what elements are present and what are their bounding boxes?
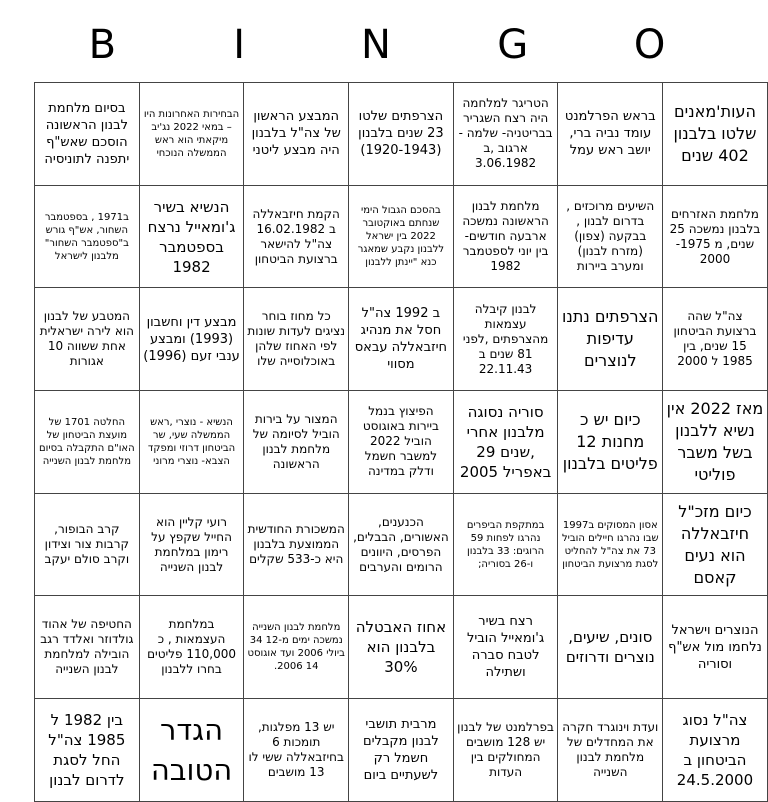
bingo-cell[interactable]: סוריה נסוגה מלבנון אחרי ,שנים 29 באפריל 2005 <box>453 391 558 494</box>
bingo-row <box>35 596 768 699</box>
header-letter-b: B <box>88 22 117 68</box>
header-letter-o: O <box>633 22 666 68</box>
bingo-cell[interactable]: אחוז האבטלה בלבנון הוא 30% <box>349 596 454 699</box>
bingo-cell[interactable]: החטיפה של אהוד גולדוזר ואלדד רגב הובילה למלחמת לבנון השנייה <box>35 596 140 699</box>
bingo-cell[interactable]: בפרלמנט של לבנון יש 128 מושבים המחולקים בין העדות <box>453 699 558 802</box>
bingo-row <box>35 391 768 494</box>
header-letter-n: N <box>361 22 391 68</box>
bingo-row <box>35 493 768 596</box>
bingo-cell[interactable]: כיום יש כ מחנות 12 פליטים בלבנון <box>558 391 663 494</box>
bingo-cell[interactable]: רועי קליין הוא החייל שקפץ על רימון במלחמת לבנון השנייה <box>139 493 244 596</box>
bingo-cell[interactable]: הטריגר למלחמה היה רצח השגריר בבריטניה- שלמה - ארגוב ,ב 3.06.1982 <box>453 83 558 186</box>
bingo-cell[interactable]: הנשיא - נוצרי ,ראש הממשלה שעי, שר הביטחון דרוזי ומפקד הצבא- נוצרי מרוני <box>139 391 244 494</box>
bingo-cell[interactable]: מבצע דין וחשבון (1993) ומבצע ענבי זעם (1996) <box>139 288 244 391</box>
bingo-cell[interactable]: מלחמת לבנון הראשונה נמשכה ארבעה חודשים- בין יוני לספטמבר 1982 <box>453 185 558 288</box>
bingo-cell[interactable]: במתקפת הביפרים נהרגו לפחות 59 הרוגים: 33 בלבנון ו-26 בסוריה; <box>453 493 558 596</box>
bingo-cell[interactable]: אסון המסוקים ב1997 שבו נהרגו חיילים הוביל 73 את צה"ל להחליט לסגת מרצועת הביטחון <box>558 493 663 596</box>
bingo-cell[interactable]: המבצע הראשון של צה"ל בלבנון היה מבצע ליטני <box>244 83 349 186</box>
bingo-cell[interactable]: החלטה 1701 של מועצת הביטחון של האו"ם התקבלה בסיום מלחמת לבנון השנייה <box>35 391 140 494</box>
bingo-cell[interactable]: במלחמת העצמאות , כ 110,000 פליטים בחרו ללבנון <box>139 596 244 699</box>
bingo-cell[interactable]: המטבע של לבנון הוא לירה ישראלית אחת ששווה 10 אגורות <box>35 288 140 391</box>
bingo-cell[interactable]: המצור על בירות הוביל לסיומה של מלחמת לבנון הראשונה <box>244 391 349 494</box>
bingo-row <box>35 699 768 802</box>
bingo-cell[interactable]: בסיום מלחמת לבנון הראשונה הוסכם שאש"ף יתפנה לתוניסיה <box>35 83 140 186</box>
bingo-cell[interactable]: הגדר הטובה <box>139 699 244 802</box>
bingo-cell[interactable]: הקמת חיזבאללה ב 16.02.1982 צה"ל להישאר ברצועת הביטחון <box>244 185 349 288</box>
bingo-cell[interactable]: בראש הפרלמנט עומד נביה ברי, יושב ראש עמל <box>558 83 663 186</box>
bingo-cell[interactable]: כיום מזכ"ל חיזבאללה הוא נעים קאסם <box>663 493 768 596</box>
bingo-row <box>35 288 768 391</box>
bingo-cell[interactable]: מלחמת האזרחים בלבנון נמשכה 25 שנים, מ 1975- 2000 <box>663 185 768 288</box>
bingo-row <box>35 185 768 288</box>
bingo-cell[interactable]: ועדת וינוגרד חקרה את המחדלים של מלחמת לבנון השנייה <box>558 699 663 802</box>
bingo-cell[interactable]: הבחירות האחרונות היו – במאי 2022 נג'יב מיקאתי הוא ראש הממשלה הנוכחי <box>139 83 244 186</box>
bingo-cell[interactable]: השיעים מרוכזים , בדרום לבנון , בבקעה (צפון) (מזרח לבנון) ומערב ביירות <box>558 185 663 288</box>
bingo-cell[interactable]: יש 13 מפלגות, תומכות 6 בחיזבאללה ששי לו 13 מושבים <box>244 699 349 802</box>
bingo-cell[interactable]: לבנון קיבלה עצמאות מהצרפתים ,לפני 81 שנים ב 22.11.43 <box>453 288 558 391</box>
bingo-cell[interactable]: הפיצוץ בנמל ביירות באוגוסט הוביל 2022 למשבר חשמל ודלק במדינה <box>349 391 454 494</box>
bingo-cell[interactable]: מלחמת לבנון השנייה נמשכה ימים מ-12 34 ביולי 2006 ועד אוגוסט 14 2006. <box>244 596 349 699</box>
bingo-cell[interactable]: ב1971 , בספטמבר השחור, אש"ף גורש ב"ספטמבר השחור" מלבנון לישראל <box>35 185 140 288</box>
bingo-cell[interactable]: העות'מאנים שלטו בלבנון 402 שנים <box>663 83 768 186</box>
bingo-cell[interactable]: מרבית תושבי לבנון מקבלים חשמל רק לשעתיים ביום <box>349 699 454 802</box>
bingo-cell[interactable]: מאז 2022 אין נשיא ללבנון בשל משבר פוליטי <box>663 391 768 494</box>
bingo-cell[interactable]: המשכורת החודשית הממוצעת בלבנון היא כ-533 שקלים <box>244 493 349 596</box>
bingo-cell[interactable]: צה"ל שהה ברצועת הביטחון 15 שנים, בין 1985 ל 2000 <box>663 288 768 391</box>
bingo-cell[interactable]: הנשיא בשיר ג'ומאייל נרצח בספטמבר 1982 <box>139 185 244 288</box>
bingo-cell[interactable]: כל מחוז בוחר נציגים לעדות שונות לפי האחוז שלהן באוכלוסייה שלו <box>244 288 349 391</box>
bingo-cell[interactable]: קרב הבופור, קרבות צור וצידון וקרב סולם יעקב <box>35 493 140 596</box>
bingo-grid <box>34 82 768 802</box>
bingo-cell[interactable]: צה"ל נסוג מרצועת הביטחון ב 24.5.2000 <box>663 699 768 802</box>
bingo-cell[interactable]: הצרפתים נתנו עדיפות לנוצרים <box>558 288 663 391</box>
bingo-header <box>34 0 718 82</box>
bingo-cell[interactable]: סונים, שיעים, נוצרים ודרוזים <box>558 596 663 699</box>
bingo-cell[interactable]: בהסכם הגבול הימי שנחתם באוקטובר 2022 בין ישראל ללבנון נקבע שמאגר כנא "יינתן ללבנון <box>349 185 454 288</box>
bingo-cell[interactable]: ב 1992 צה"ל חסל את מנהיג חיזבאללה עבאס מסווי <box>349 288 454 391</box>
header-letter-g: G <box>497 22 529 68</box>
bingo-row <box>35 83 768 186</box>
bingo-cell[interactable]: הכנענים, האשורים, הבבלים, הפרסים, היוונים הרומים והערבים <box>349 493 454 596</box>
bingo-cell[interactable]: רצח בשיר ג'ומאייל הוביל לטבח סברה ושתילה <box>453 596 558 699</box>
bingo-cell[interactable]: הנוצרים וישראל נלחמו מול אש"ף וסוריה <box>663 596 768 699</box>
header-letter-i: I <box>233 22 246 68</box>
bingo-cell[interactable]: הצרפתים שלטו 23 שנים בלבנון (1920-1943) <box>349 83 454 186</box>
bingo-cell[interactable]: בין 1982 ל 1985 צה"ל החל לסגת לדרום לבנון <box>35 699 140 802</box>
